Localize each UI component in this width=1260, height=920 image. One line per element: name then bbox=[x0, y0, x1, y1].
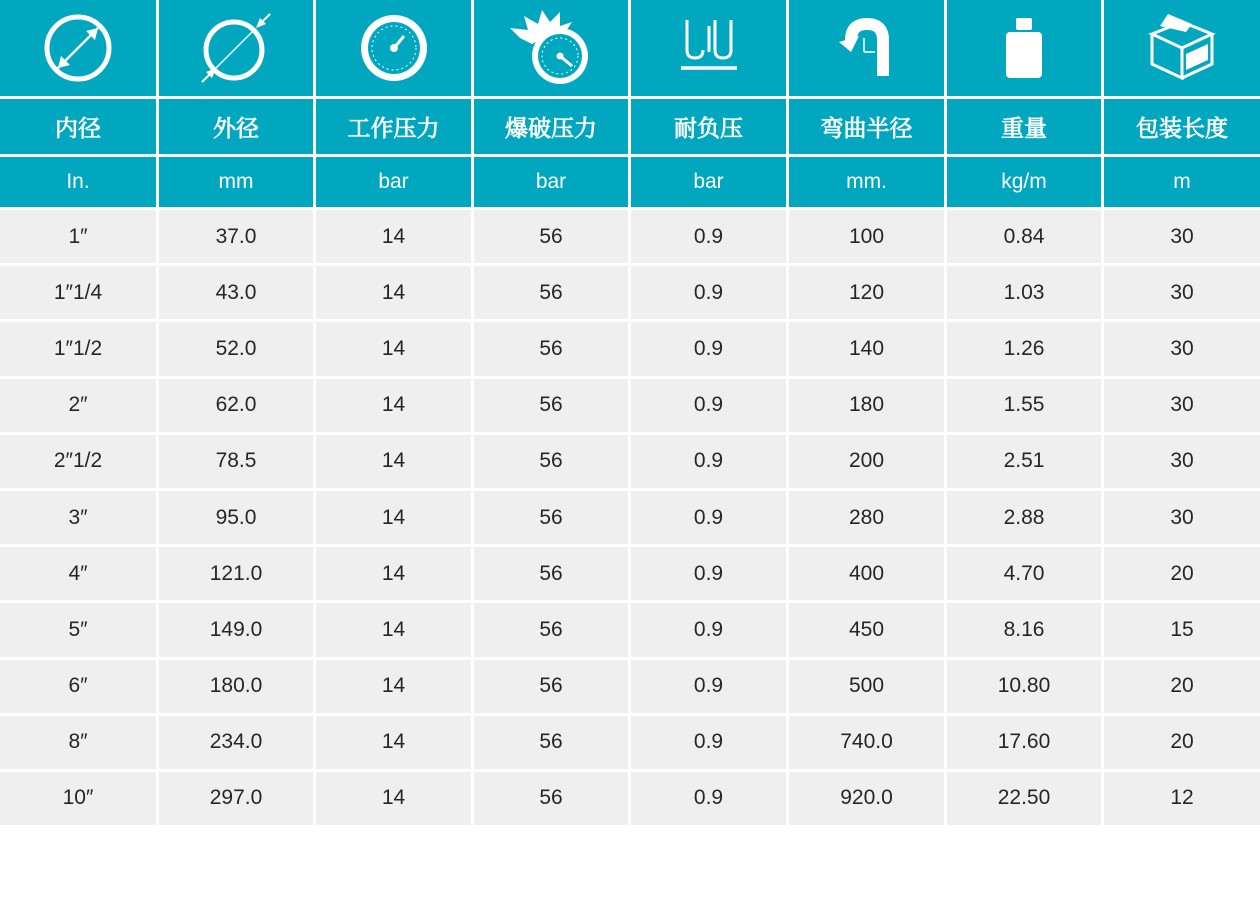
table-cell: 56 bbox=[474, 379, 631, 432]
table-cell: 56 bbox=[474, 210, 631, 263]
column-unit: m bbox=[1104, 157, 1260, 207]
table-cell: 2.88 bbox=[947, 491, 1104, 544]
table-cell: 0.9 bbox=[631, 266, 789, 319]
table-cell: 0.9 bbox=[631, 210, 789, 263]
column-title: 外径 bbox=[159, 99, 316, 154]
column-unit: mm. bbox=[789, 157, 947, 207]
table-cell: 1″1/2 bbox=[0, 322, 159, 375]
table-cell: 14 bbox=[316, 772, 474, 825]
table-cell: 17.60 bbox=[947, 716, 1104, 769]
table-cell: 62.0 bbox=[159, 379, 316, 432]
table-cell: 52.0 bbox=[159, 322, 316, 375]
table-cell: 0.9 bbox=[631, 379, 789, 432]
table-row bbox=[0, 488, 1260, 544]
table-cell: 56 bbox=[474, 772, 631, 825]
table-cell: 0.9 bbox=[631, 435, 789, 488]
table-cell: 8.16 bbox=[947, 603, 1104, 656]
table-cell: 0.9 bbox=[631, 603, 789, 656]
table-cell: 2″ bbox=[0, 379, 159, 432]
table-cell: 10″ bbox=[0, 772, 159, 825]
table-cell: 500 bbox=[789, 660, 947, 713]
table-row bbox=[0, 432, 1260, 488]
column-unit: In. bbox=[0, 157, 159, 207]
table-cell: 56 bbox=[474, 491, 631, 544]
column-title: 内径 bbox=[0, 99, 159, 154]
table-row bbox=[0, 207, 1260, 263]
table-cell: 5″ bbox=[0, 603, 159, 656]
table-cell: 14 bbox=[316, 379, 474, 432]
pressure-gauge-icon bbox=[316, 0, 474, 96]
burst-gauge-icon bbox=[474, 0, 631, 96]
table-cell: 14 bbox=[316, 547, 474, 600]
table-cell: 12 bbox=[1104, 772, 1260, 825]
column-unit: bar bbox=[316, 157, 474, 207]
table-cell: 234.0 bbox=[159, 716, 316, 769]
column-title-row bbox=[0, 99, 1260, 157]
weight-icon bbox=[947, 0, 1104, 96]
icon-header-row bbox=[0, 0, 1260, 99]
column-title: 包装长度 bbox=[1104, 99, 1260, 154]
table-row bbox=[0, 600, 1260, 656]
table-row bbox=[0, 319, 1260, 375]
column-unit: kg/m bbox=[947, 157, 1104, 207]
package-box-icon bbox=[1104, 0, 1260, 96]
table-cell: 56 bbox=[474, 322, 631, 375]
table-cell: 37.0 bbox=[159, 210, 316, 263]
outer-diameter-icon bbox=[159, 0, 316, 96]
table-cell: 2″1/2 bbox=[0, 435, 159, 488]
table-cell: 740.0 bbox=[789, 716, 947, 769]
inner-diameter-icon bbox=[0, 0, 159, 96]
table-cell: 56 bbox=[474, 603, 631, 656]
table-cell: 0.84 bbox=[947, 210, 1104, 263]
table-cell: 56 bbox=[474, 716, 631, 769]
table-cell: 30 bbox=[1104, 379, 1260, 432]
table-cell: 0.9 bbox=[631, 716, 789, 769]
table-cell: 20 bbox=[1104, 547, 1260, 600]
bend-radius-icon bbox=[789, 0, 947, 96]
column-title: 弯曲半径 bbox=[789, 99, 947, 154]
table-cell: 1.03 bbox=[947, 266, 1104, 319]
table-cell: 14 bbox=[316, 435, 474, 488]
table-cell: 56 bbox=[474, 547, 631, 600]
table-cell: 0.9 bbox=[631, 547, 789, 600]
column-title: 爆破压力 bbox=[474, 99, 631, 154]
table-cell: 140 bbox=[789, 322, 947, 375]
column-title: 工作压力 bbox=[316, 99, 474, 154]
table-cell: 400 bbox=[789, 547, 947, 600]
table-cell: 95.0 bbox=[159, 491, 316, 544]
unit-row bbox=[0, 157, 1260, 207]
table-cell: 56 bbox=[474, 266, 631, 319]
column-unit: bar bbox=[474, 157, 631, 207]
table-cell: 1.26 bbox=[947, 322, 1104, 375]
table-cell: 56 bbox=[474, 435, 631, 488]
table-body bbox=[0, 207, 1260, 825]
column-unit: bar bbox=[631, 157, 789, 207]
table-cell: 56 bbox=[474, 660, 631, 713]
table-cell: 1″1/4 bbox=[0, 266, 159, 319]
table-cell: 30 bbox=[1104, 491, 1260, 544]
table-cell: 1.55 bbox=[947, 379, 1104, 432]
table-cell: 30 bbox=[1104, 435, 1260, 488]
table-cell: 0.9 bbox=[631, 491, 789, 544]
table-cell: 149.0 bbox=[159, 603, 316, 656]
table-row bbox=[0, 769, 1260, 825]
table-row bbox=[0, 657, 1260, 713]
table-cell: 20 bbox=[1104, 716, 1260, 769]
table-cell: 14 bbox=[316, 660, 474, 713]
table-row bbox=[0, 713, 1260, 769]
table-cell: 120 bbox=[789, 266, 947, 319]
table-cell: 22.50 bbox=[947, 772, 1104, 825]
table-cell: 180.0 bbox=[159, 660, 316, 713]
table-cell: 30 bbox=[1104, 210, 1260, 263]
table-cell: 1″ bbox=[0, 210, 159, 263]
table-cell: 0.9 bbox=[631, 772, 789, 825]
table-cell: 8″ bbox=[0, 716, 159, 769]
table-cell: 450 bbox=[789, 603, 947, 656]
table-cell: 14 bbox=[316, 266, 474, 319]
table-cell: 200 bbox=[789, 435, 947, 488]
table-cell: 14 bbox=[316, 603, 474, 656]
table-cell: 20 bbox=[1104, 660, 1260, 713]
table-cell: 280 bbox=[789, 491, 947, 544]
table-cell: 180 bbox=[789, 379, 947, 432]
column-title: 耐负压 bbox=[631, 99, 789, 154]
column-unit: mm bbox=[159, 157, 316, 207]
table-cell: 4″ bbox=[0, 547, 159, 600]
table-cell: 2.51 bbox=[947, 435, 1104, 488]
table-cell: 0.9 bbox=[631, 322, 789, 375]
table-cell: 10.80 bbox=[947, 660, 1104, 713]
table-cell: 30 bbox=[1104, 266, 1260, 319]
table-cell: 14 bbox=[316, 491, 474, 544]
table-cell: 14 bbox=[316, 322, 474, 375]
vacuum-icon bbox=[631, 0, 789, 96]
table-cell: 100 bbox=[789, 210, 947, 263]
table-cell: 297.0 bbox=[159, 772, 316, 825]
column-title: 重量 bbox=[947, 99, 1104, 154]
table-cell: 43.0 bbox=[159, 266, 316, 319]
table-row bbox=[0, 263, 1260, 319]
table-row bbox=[0, 544, 1260, 600]
table-cell: 78.5 bbox=[159, 435, 316, 488]
table-cell: 30 bbox=[1104, 322, 1260, 375]
table-cell: 15 bbox=[1104, 603, 1260, 656]
table-cell: 14 bbox=[316, 210, 474, 263]
table-cell: 4.70 bbox=[947, 547, 1104, 600]
table-cell: 920.0 bbox=[789, 772, 947, 825]
table-cell: 3″ bbox=[0, 491, 159, 544]
table-cell: 14 bbox=[316, 716, 474, 769]
table-cell: 6″ bbox=[0, 660, 159, 713]
table-row bbox=[0, 376, 1260, 432]
table-cell: 121.0 bbox=[159, 547, 316, 600]
table-cell: 0.9 bbox=[631, 660, 789, 713]
